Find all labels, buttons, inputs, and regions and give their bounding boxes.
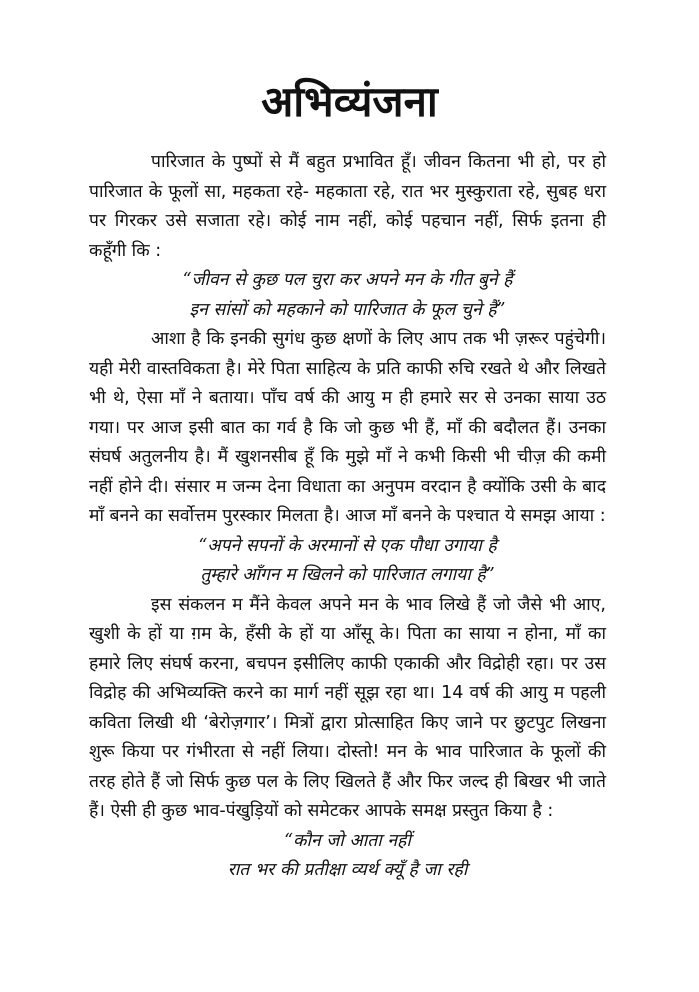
paragraph-1: पारिजात के पुष्पों से मैं बहुत प्रभावित हूँ। जीवन कितना भी हो, पर हो पारिजात के फूलों सा, महकता रहे- महकाता रहे, रात भर मुस्कुराता रहे, सुबह धरा पर गिरकर उसे सजाता रहे। कोई नाम नहीं, कोई पहचान नहीं, सिर्फ इतना ही कहूँगी कि :	[89, 152, 606, 261]
verse-3-line-2: रात भर की प्रतीक्षा व्यर्थ क्यूँ है जा रही	[227, 860, 468, 880]
verse-2-line-2: तुम्हारे आँगन म खिलने को पारिजात लगाया है”	[200, 565, 495, 585]
verse-3-line-1: “कौन जो आता नहीं	[284, 830, 411, 851]
document-body	[89, 148, 606, 886]
verse-2-line-1: “अपने सपनों के अरमानों से एक पौधा उगाया है	[198, 535, 497, 556]
verse-1-line-1: “जीवन से कुछ पल चुरा कर अपने मन के गीत बुने हैं	[182, 270, 513, 290]
paragraph-2: आशा है कि इनकी सुगंध कुछ क्षणों के लिए आप तक भी ज़रूर पहुंचेगी। यही मेरी वास्तविकता है। मेरे पिता साहित्य के प्रति काफी रुचि रखते थे और लिखते भी थे, ऐसा माँ ने बताया। पाँच वर्ष की आयु म ही हमारे सर से उनका साया उठ गया। पर आज इसी बात का गर्व है कि जो कुछ भी हैं, माँ की बदौलत हैं। उनका संघर्ष अतुलनीय है। मैं खुशनसीब हूँ कि मुझे माँ ने कभी किसी भी चीज़ की कमी नहीं होने दी। संसार म जन्म देना विधाता का अनुपम वरदान है क्योंकि उसी के बाद माँ बनने का सर्वोत्तम पुरस्कार मिलता है। आज माँ बनने के पश्चात ये समझ आया :	[89, 329, 606, 526]
verse-1-line-2: इन सांसों को महकाने को पारिजात के फूल चुने हैं”	[189, 299, 506, 320]
paragraph-3: इस संकलन म मैंने केवल अपने मन के भाव लिखे हैं जो जैसे भी आए, खुशी के हों या ग़म के, हँसी के हों या आँसू के। पिता का साया न होना, माँ का हमारे लिए संघर्ष करना, बचपन इसीलिए काफी एकाकी और विद्रोही रहा। पर उस विद्रोह की अभिव्यक्ति करने का मार्ग नहीं सूझ रहा था। 14 वर्ष की आयु म पहली कविता लिखी थी ‘बेरोज़गार’। मित्रों द्वारा प्रोत्साहित किए जाने पर छुटपुट लिखना शुरू किया पर गंभीरता से नहीं लिया। दोस्तो! मन के भाव पारिजात के फूलों की तरह होते हैं जो सिर्फ कुछ पल के लिए खिलते हैं और फिर जल्द ही बिखर भी जाते हैं। ऐसी ही कुछ भाव-पंखुड़ियों को समेटकर आपके समक्ष प्रस्तुत किया है :	[89, 594, 606, 821]
page-title: अभिव्यंजना	[261, 77, 438, 126]
